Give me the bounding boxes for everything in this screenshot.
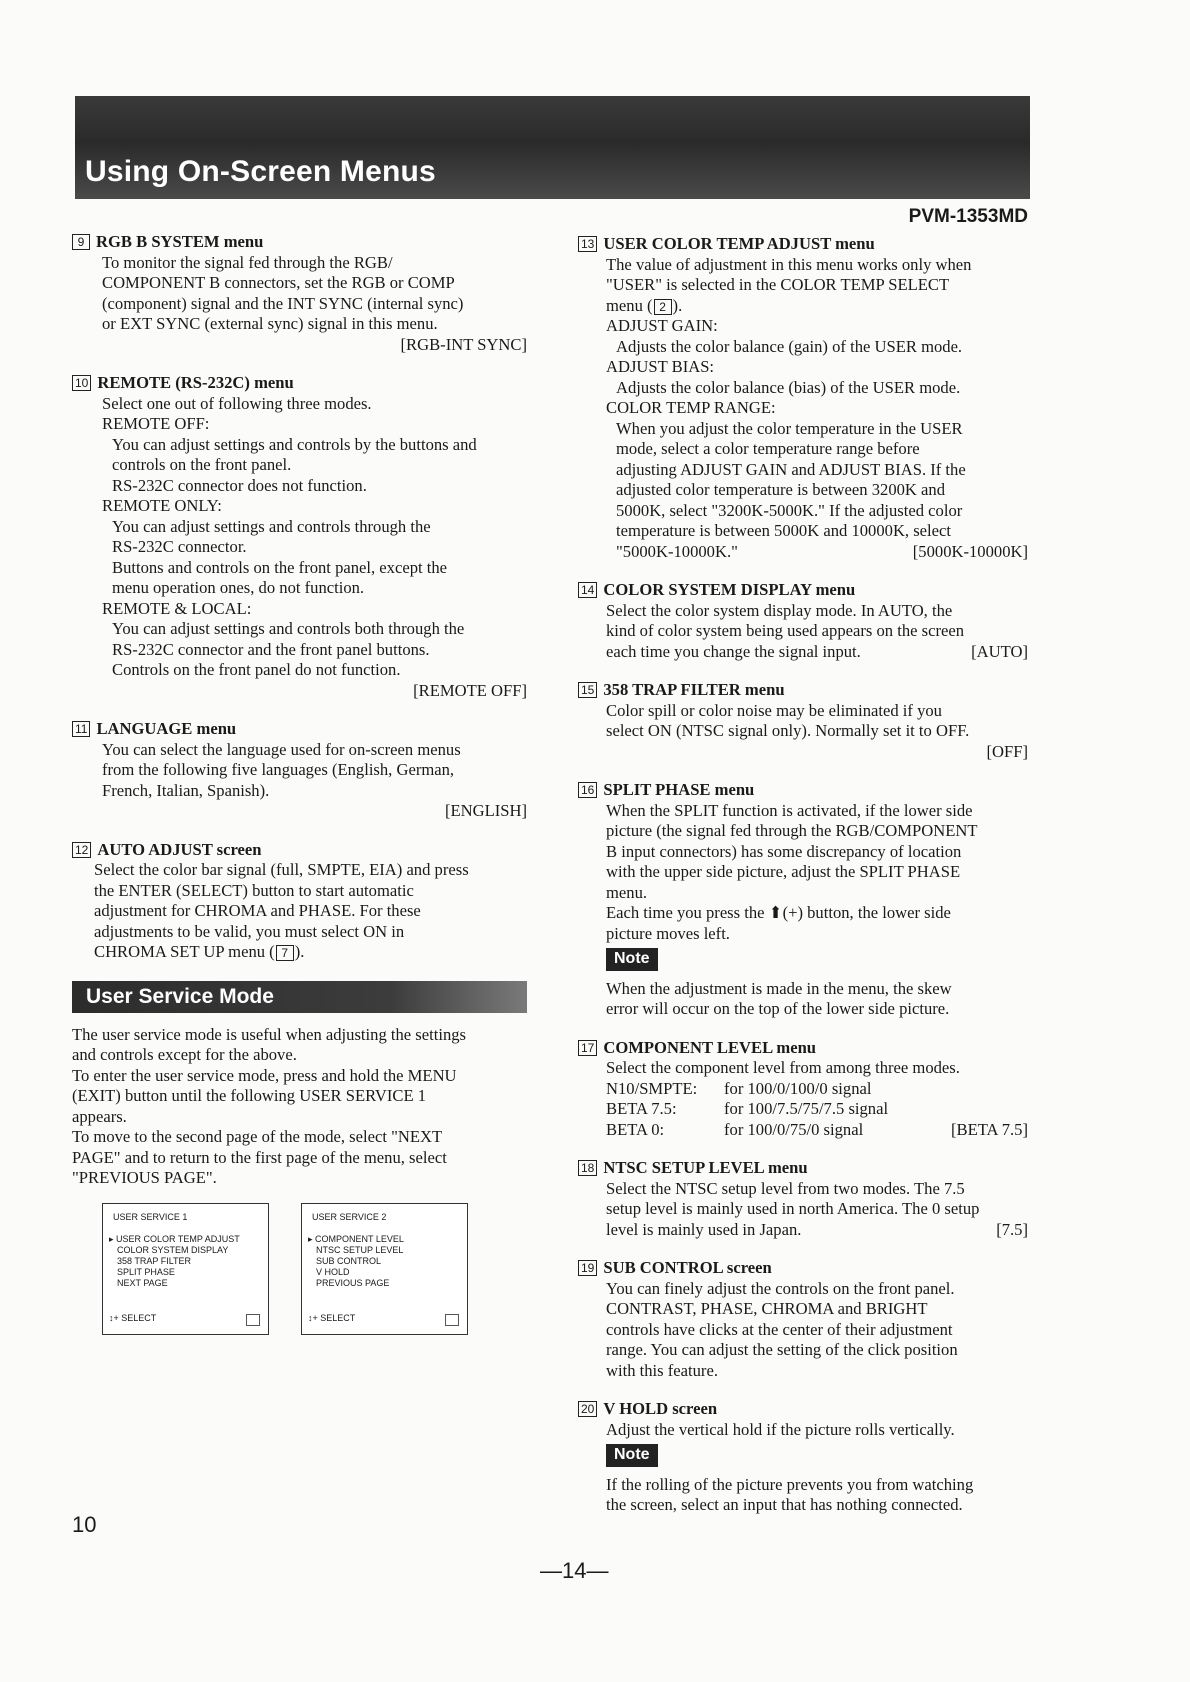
text-line: 5000K, select "3200K-5000K." If the adjusted color [616,500,963,520]
reference-number: 7 [276,945,294,961]
section-title: COLOR SYSTEM DISPLAY menu [603,580,856,599]
section-number: 13 [578,236,597,252]
user-service-1-screen [102,1203,269,1335]
section-title: REMOTE (RS-232C) menu [97,373,294,392]
menu-icon [246,1314,260,1326]
screen-menu-item: 358 TRAP FILTER [117,1255,192,1266]
text-line: When the adjustment is made in the menu, the skew [606,978,952,998]
section-component-level [578,1038,1028,1141]
mode-label: ADJUST BIAS: [606,357,715,376]
text-line: RS-232C connector does not function. [112,475,367,495]
screen-menu-item: NEXT PAGE [117,1277,168,1288]
text-line: RS-232C connector. [112,537,247,556]
menu-screens [72,1203,527,1335]
reference-number: 2 [654,299,672,315]
section-number: 9 [72,234,90,250]
text-line: with the upper side picture, adjust the SPLIT PHASE [606,862,961,881]
text-line: error will occur on the top of the lower side picture. [606,999,950,1018]
section-title: 358 TRAP FILTER menu [603,680,785,699]
section-358-trap-filter [578,680,1028,762]
text-line: You can finely adjust the controls on the front panel. [606,1278,955,1298]
section-user-color-temp [578,234,1028,562]
left-column [72,232,527,1335]
text-line: menu. [606,882,648,902]
mode-label: REMOTE ONLY: [102,496,222,515]
footer-page-number: —14— [540,1558,609,1583]
section-number: 18 [578,1160,597,1176]
screen-title: USER SERVICE 2 [312,1211,387,1222]
default-value: [RGB-INT SYNC] [400,334,527,354]
table-row: BETA 0: for 100/0/75/0 signal [BETA 7.5] [606,1119,1028,1139]
text-line: Select one out of following three modes. [102,393,372,413]
text-line: Select the color system display mode. In AUTO, the [606,600,953,620]
text-line: To enter the user service mode, press and hold the MENU [72,1065,457,1085]
screen-menu-item: SPLIT PHASE [117,1266,175,1277]
screen-title: USER SERVICE 1 [113,1211,188,1222]
screen-menu-item: V HOLD [316,1266,350,1277]
screen-menu-item: ▸ COMPONENT LEVEL [308,1233,404,1244]
section-v-hold [578,1399,1028,1516]
section-number: 17 [578,1040,597,1056]
text-line: (component) signal and the INT SYNC (internal sync) [102,293,464,313]
section-auto-adjust [72,840,527,963]
component-level-table [606,1079,1028,1141]
text-line: picture moves left. [606,923,730,943]
page-banner [75,96,1030,199]
section-title: RGB B SYSTEM menu [96,232,264,251]
text-line: setup level is mainly used in north America. The 0 setup [606,1199,980,1218]
section-color-system-display [578,580,1028,662]
text-line: To move to the second page of the mode, select "NEXT [72,1127,443,1146]
mode-label: COLOR TEMP RANGE: [606,398,776,417]
section-remote [72,373,527,701]
section-title: COMPONENT LEVEL menu [603,1037,817,1057]
section-number: 19 [578,1260,597,1276]
text-line: level is mainly used in Japan. [606,1219,802,1239]
text-line: French, Italian, Spanish). [102,780,270,800]
text-line: When you adjust the color temperature in the USER [616,418,963,438]
text-line: controls have clicks at the center of their adjustment [606,1319,953,1339]
text-line: (EXIT) button until the following USER SERVICE 1 [72,1086,427,1105]
section-title: AUTO ADJUST screen [97,839,262,859]
screen-menu-item: SUB CONTROL [316,1255,382,1266]
text-line: You can adjust settings and controls through the [112,516,431,536]
screen-menu-item: PREVIOUS PAGE [316,1277,390,1288]
text-line: CONTRAST, PHASE, CHROMA and BRIGHT [606,1299,928,1318]
text-line: select ON (NTSC signal only). Normally set it to OFF. [606,721,970,740]
text-line: adjusting ADJUST GAIN and ADJUST BIAS. If the [616,459,966,479]
text-line: appears. [72,1106,127,1126]
text-line: COMPONENT B connectors, set the RGB or COMP [102,273,455,292]
text-line: If the rolling of the picture prevents you from watching [606,1474,974,1494]
text-line: range. You can adjust the setting of the click position [606,1340,958,1359]
default-value: [REMOTE OFF] [413,680,527,700]
section-ntsc-setup-level [578,1158,1028,1240]
text-line: When the SPLIT function is activated, if the lower side [606,800,973,820]
text-line: from the following five languages (English, German, [102,760,455,779]
text-line: "PREVIOUS PAGE". [72,1168,217,1187]
text-line: adjustments to be valid, you must select ON in [94,921,405,941]
text-line: B input connectors) has some discrepancy of location [606,841,962,861]
text-line: mode, select a color temperature range before [616,439,920,458]
section-number: 16 [578,782,597,798]
screen-footer: ↕+ SELECT [109,1312,157,1323]
text-line: You can adjust settings and controls both through the [112,619,465,638]
section-title: LANGUAGE menu [96,719,237,738]
text-line: You can select the language used for on-screen menus [102,739,461,759]
note-badge: Note [606,948,658,971]
text-line: menu operation ones, do not function. [112,578,365,597]
default-value: [OFF] [986,741,1028,761]
text-line: adjusted color temperature is between 3200K and [616,480,945,499]
section-title: USER COLOR TEMP ADJUST menu [603,234,875,253]
mode-label: REMOTE & LOCAL: [102,598,252,618]
text-line: The user service mode is useful when adjusting the settings [72,1024,467,1044]
text-line: PAGE" and to return to the first page of the menu, select [72,1147,447,1167]
text-line: adjustment for CHROMA and PHASE. For these [94,901,421,920]
default-value: [ENGLISH] [444,801,527,820]
screen-menu-item: ▸ USER COLOR TEMP ADJUST [109,1233,240,1244]
section-number: 15 [578,682,597,698]
section-number: 20 [578,1401,597,1417]
text-line: with this feature. [606,1360,718,1380]
text-line: Buttons and controls on the front panel, except the [112,557,448,577]
text-line: "5000K-10000K." [616,541,738,561]
section-number: 12 [72,842,91,858]
section-number: 11 [72,721,90,737]
text-line: Each time you press the ⬆(+) button, the lower side [606,903,951,922]
section-language [72,719,527,822]
text-line: each time you change the signal input. [606,641,861,661]
page-title: Using On-Screen Menus [85,155,436,188]
menu-icon [445,1314,459,1326]
text-line: Color spill or color noise may be eliminated if you [606,700,942,720]
user-service-description [72,1025,527,1189]
section-sub-control [578,1258,1028,1381]
text-line: Select the color bar signal (full, SMPTE, EIA) and press [94,860,469,879]
text-line: the ENTER (SELECT) button to start automatic [94,880,414,900]
text-line: Adjusts the color balance (gain) of the USER mode. [616,336,963,356]
text-line: Adjust the vertical hold if the picture rolls vertically. [606,1419,955,1439]
text-line: Select the NTSC setup level from two modes. The 7.5 [606,1178,965,1198]
page-number: 10 [72,1512,97,1537]
text-line: Select the component level from among three modes. [606,1058,960,1077]
text-line: You can adjust settings and controls by the buttons and [112,434,477,454]
section-title: SPLIT PHASE menu [603,780,755,799]
default-value: [BETA 7.5] [950,1119,1028,1139]
text-line: RS-232C connector and the front panel buttons. [112,639,430,659]
default-value: [5000K-10000K] [912,541,1028,561]
text-line: CHROMA SET UP menu ( 7 ). [94,942,305,961]
default-value: [AUTO] [971,641,1028,661]
section-title: NTSC SETUP LEVEL menu [603,1158,808,1177]
text-line: and controls except for the above. [72,1045,297,1064]
section-number: 10 [72,375,91,391]
text-line: The value of adjustment in this menu works only when [606,254,972,274]
screen-menu-item: COLOR SYSTEM DISPLAY [117,1244,229,1255]
screen-menu-item: NTSC SETUP LEVEL [316,1244,404,1255]
note-badge: Note [606,1444,658,1467]
section-rgb-b-system [72,232,527,355]
section-banner: User Service Mode [72,981,527,1013]
text-line: menu ( 2 ). [606,295,683,315]
section-title: SUB CONTROL screen [603,1258,772,1277]
text-line: kind of color system being used appears on the screen [606,621,965,640]
user-service-2-screen [301,1203,468,1335]
default-value: [7.5] [996,1219,1028,1239]
text-line: Controls on the front panel do not function. [112,660,401,679]
text-line: the screen, select an input that has nothing connected. [606,1495,963,1514]
section-number: 14 [578,582,597,598]
text-line: or EXT SYNC (external sync) signal in this menu. [102,314,438,333]
text-line: "USER" is selected in the COLOR TEMP SELECT [606,275,950,294]
table-row: N10/SMPTE: for 100/0/100/0 signal [606,1078,872,1098]
right-column [578,234,1028,1534]
text-line: Adjusts the color balance (bias) of the USER mode. [616,377,961,397]
mode-label: REMOTE OFF: [102,414,210,433]
text-line: temperature is between 5000K and 10000K, select [616,521,951,540]
mode-label: ADJUST GAIN: [606,316,718,335]
table-row: BETA 7.5: for 100/7.5/75/7.5 signal [606,1099,889,1118]
screen-footer: ↕+ SELECT [308,1312,356,1323]
text-line: To monitor the signal fed through the RGB/ [102,252,393,272]
section-title: V HOLD screen [603,1399,718,1418]
text-line: controls on the front panel. [112,455,292,474]
model-label: PVM-1353MD [908,206,1028,227]
section-split-phase [578,780,1028,1020]
text-line: picture (the signal fed through the RGB/COMPONENT [606,821,978,840]
